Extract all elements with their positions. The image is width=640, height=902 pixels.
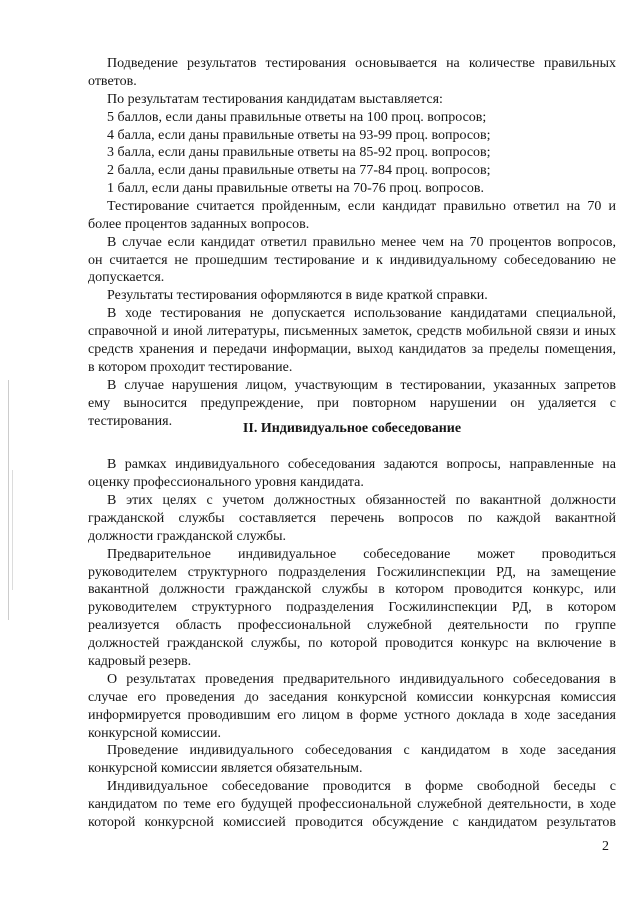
paragraph-line: кадровый резерв. — [88, 654, 192, 669]
paragraph-line: В этих целях с учетом должностных обязанностей по вакантной должности — [107, 493, 616, 508]
score-item: 5 баллов, если даны правильные ответы на 100 проц. вопросов; — [107, 110, 487, 125]
paragraph-line: случае его проведения до заседания конкурсной комиссии конкурсная комиссия — [88, 690, 616, 705]
paragraph-line: руководителем структурного подразделения Госжилинспекции РД, на замещение — [88, 565, 616, 580]
paragraph-line: он считается не прошедшим тестирование и к индивидуальному собеседованию не — [88, 253, 616, 268]
paragraph-line: информируется проводившим его лицом в форме устного доклада в ходе заседания — [88, 708, 616, 723]
paragraph-line: Предварительное индивидуальное собеседование может проводиться — [107, 547, 616, 562]
score-item: 3 балла, если даны правильные ответы на 85-92 проц. вопросов; — [107, 145, 491, 160]
paragraph-line: кандидатом по теме его будущей профессиональной служебной деятельности, в ходе — [88, 797, 616, 812]
paragraph-line: средств хранения и передачи информации, выход кандидатов за пределы помещения, — [88, 342, 616, 357]
paragraph-line: допускается. — [88, 270, 165, 285]
paragraph-line: конкурсной комиссии. — [88, 726, 221, 741]
paragraph-line: Проведение индивидуального собеседования с кандидатом в ходе заседания — [107, 743, 616, 758]
paragraph-line: В ходе тестирования не допускается использование кандидатами специальной, — [107, 306, 616, 321]
paragraph-line: должностей гражданской службы, по которой проводится конкурс на включение в — [88, 636, 616, 651]
paragraph-line: должности гражданской службы. — [88, 529, 287, 544]
score-item: 1 балл, если даны правильные ответы на 70-76 проц. вопросов. — [107, 181, 484, 196]
paragraph-line: ответов. — [88, 74, 137, 89]
paragraph-line: Результаты тестирования оформляются в виде краткой справки. — [107, 288, 488, 303]
paragraph-line: В рамках индивидуального собеседования задаются вопросы, направленные на — [107, 457, 616, 472]
paragraph-line: Индивидуальное собеседование проводится в форме свободной беседы с — [107, 779, 616, 794]
paragraph-line: Подведение результатов тестирования основывается на количестве правильных — [107, 56, 616, 71]
paragraph-line: В случае если кандидат ответил правильно менее чем на 70 процентов вопросов, — [107, 235, 616, 250]
score-item: 4 балла, если даны правильные ответы на 93-99 проц. вопросов; — [107, 128, 491, 143]
paragraph-line: ему выносится предупреждение, при повторном нарушении он удаляется с — [88, 396, 616, 411]
section-heading: II. Индивидуальное собеседование — [242, 421, 462, 436]
paragraph-line: О результатах проведения предварительного индивидуального собеседования в — [107, 672, 616, 687]
paragraph-line: тестирования. — [88, 414, 173, 429]
paragraph-line: гражданской службы составляется перечень вопросов по каждой вакантной — [88, 511, 616, 526]
paragraph-line: оценку профессионального уровня кандидата. — [88, 475, 364, 490]
paragraph-line: реализуется область профессиональной служебной деятельности по группе — [88, 618, 616, 633]
scan-margin-mark — [12, 470, 13, 590]
paragraph-line: По результатам тестирования кандидатам выставляется: — [107, 92, 443, 107]
paragraph-line: Тестирование считается пройденным, если кандидат правильно ответил на 70 и — [107, 199, 616, 214]
scan-margin-mark — [8, 380, 9, 620]
paragraph-line: более процентов заданных вопросов. — [88, 217, 310, 232]
page-number: 2 — [602, 839, 609, 854]
paragraph-line: В случае нарушения лицом, участвующим в тестировании, указанных запретов — [107, 378, 616, 393]
paragraph-line: которой конкурсной комиссией проводится обсуждение с кандидатом результатов — [88, 815, 616, 830]
paragraph-line: конкурсной комиссии является обязательным. — [88, 761, 363, 776]
score-item: 2 балла, если даны правильные ответы на 77-84 проц. вопросов; — [107, 163, 491, 178]
paragraph-line: справочной и иной литературы, письменных заметок, средств мобильной связи и иных — [88, 324, 616, 339]
paragraph-line: руководителем структурного подразделения Госжилинспекции РД, в котором — [88, 600, 616, 615]
paragraph-line: вакантной должности гражданской службы в котором проводится конкурс, или — [88, 582, 616, 597]
paragraph-line: в котором проходит тестирование. — [88, 360, 293, 375]
